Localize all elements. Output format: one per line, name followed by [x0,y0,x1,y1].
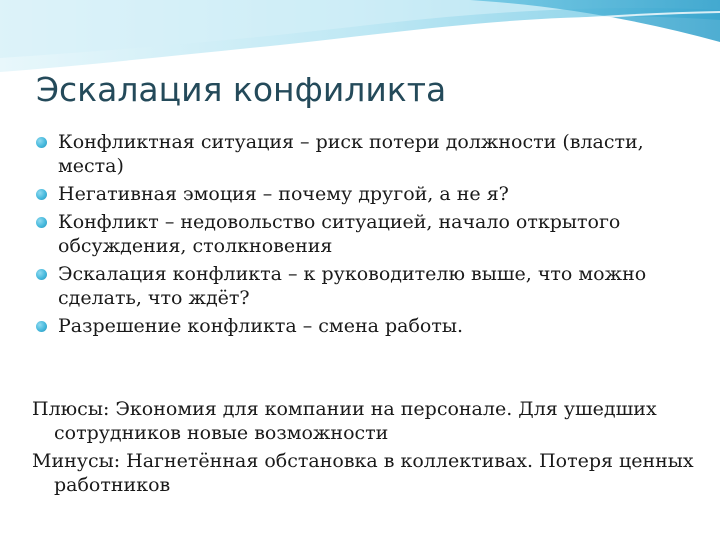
pros-paragraph: Плюсы: Экономия для компании на персонале. Для ушедших сотрудников новые возможности [32,398,657,444]
bullet-dot-icon [36,321,47,332]
pros-cons-notes [32,397,702,501]
bullet-item [34,262,694,310]
bullet-item [34,130,694,178]
bullet-dot-icon [36,217,47,228]
bullet-text: Конфликтная ситуация – риск потери должности (власти, места) [58,131,644,177]
slide-title: Эскалация конфиликта [36,70,447,109]
bullet-text: Эскалация конфликта – к руководителю выше, что можно сделать, что ждёт? [58,263,647,309]
bullet-text: Конфликт – недовольство ситуацией, начало открытого обсуждения, столкновения [58,211,621,257]
cons-paragraph: Минусы: Нагнетённая обстановка в коллективах. Потеря ценных работников [32,450,694,496]
bullet-dot-icon [36,189,47,200]
bullet-dot-icon [36,137,47,148]
bullet-text: Негативная эмоция – почему другой, а не я? [58,183,509,205]
bullet-item [34,182,694,206]
bullet-text: Разрешение конфликта – смена работы. [58,315,464,337]
bullet-list [34,130,694,342]
bullet-item [34,210,694,258]
bullet-dot-icon [36,269,47,280]
bullet-item [34,314,694,338]
